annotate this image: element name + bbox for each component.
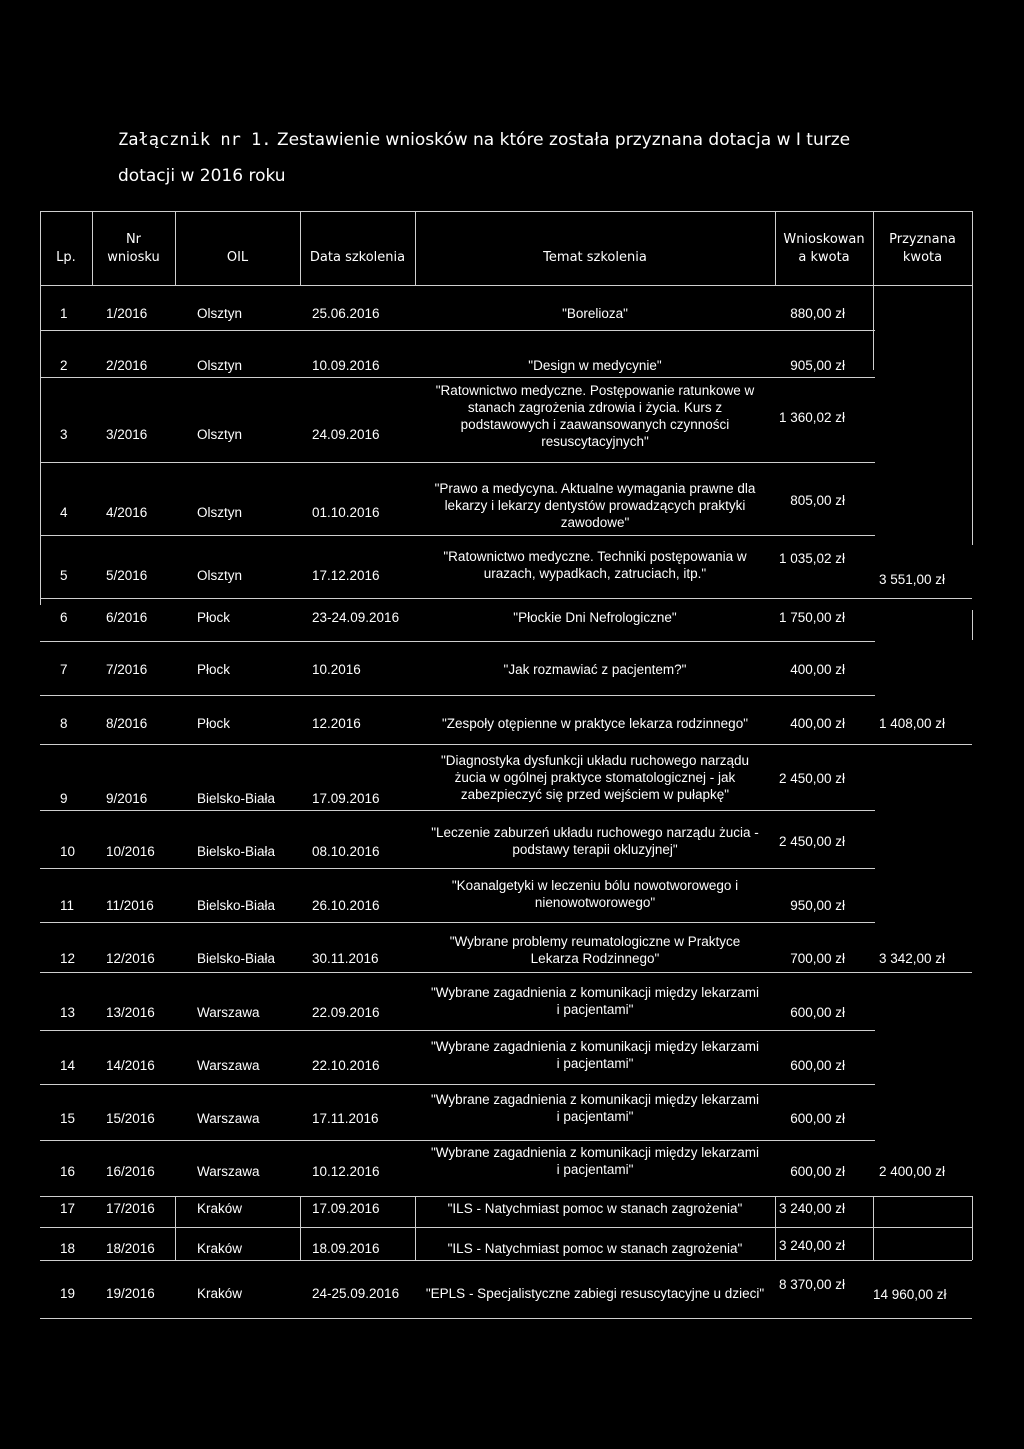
cell-date: 12.2016 <box>312 716 361 731</box>
cell-requested: 3 240,00 zł <box>778 1201 845 1216</box>
cell-nr: 13/2016 <box>106 1005 155 1020</box>
cell-oil: Warszawa <box>197 1164 260 1179</box>
header-top-rule <box>40 211 972 212</box>
cell-lp: 14 <box>60 1058 76 1073</box>
cell-requested: 600,00 zł <box>790 1111 845 1126</box>
header-bottom-rule <box>40 285 972 286</box>
cell-date: 17.11.2016 <box>312 1111 379 1126</box>
cell-lp: 1 <box>60 306 68 321</box>
cell-requested: 805,00 zł <box>790 493 845 508</box>
cell-requested: 600,00 zł <box>790 1164 845 1179</box>
row-rule <box>40 810 875 811</box>
row-rule <box>40 1318 972 1319</box>
header-requested-line2: a kwota <box>798 250 850 265</box>
header-column-rule <box>972 211 973 286</box>
cell-oil: Kraków <box>197 1241 243 1256</box>
granted-column-rule <box>873 1196 874 1260</box>
cell-date: 08.10.2016 <box>312 844 380 859</box>
cell-topic: "Zespoły otępienne w praktyce lekarza rodzinnego" <box>441 716 748 731</box>
cell-lp: 6 <box>60 610 68 625</box>
cell-date: 26.10.2016 <box>312 898 380 913</box>
cell-lp: 8 <box>60 716 68 731</box>
cell-topic: "Prawo a medycyna. Aktualne wymagania prawne dla lekarzy i lekarzy dentystów prowadzących praktyki zawodowe" <box>434 481 756 530</box>
title-line1: Zestawienie wniosków na które została przyznana dotacja w I turze <box>276 130 851 150</box>
cell-nr: 6/2016 <box>106 610 148 625</box>
cell-granted: 14 960,00 zł <box>873 1287 947 1302</box>
cell-lp: 13 <box>60 1005 76 1020</box>
cell-lp: 11 <box>60 898 75 913</box>
cell-lp: 7 <box>60 662 68 677</box>
cell-lp: 15 <box>60 1111 76 1126</box>
cell-requested: 600,00 zł <box>790 1005 845 1020</box>
cell-date: 17.09.2016 <box>312 791 380 806</box>
row-rule <box>40 377 875 378</box>
cell-topic: "Wybrane problemy reumatologiczne w Praktyce Lekarza Rodzinnego" <box>449 934 741 966</box>
cell-nr: 9/2016 <box>106 791 148 806</box>
cell-nr: 7/2016 <box>106 662 148 677</box>
cell-topic: "EPLS - Specjalistyczne zabiegi resuscytacyjne u dzieci" <box>425 1286 765 1301</box>
cell-date: 24.09.2016 <box>312 427 380 442</box>
cell-oil: Olsztyn <box>197 427 243 442</box>
cell-oil: Warszawa <box>197 1111 260 1126</box>
cell-granted: 1 408,00 zł <box>878 716 945 731</box>
cell-granted: 3 551,00 zł <box>878 572 945 587</box>
header-date: Data szkolenia <box>309 250 406 265</box>
row-rule <box>40 922 875 923</box>
row-rule <box>40 535 875 536</box>
cell-nr: 11/2016 <box>106 898 154 913</box>
cell-oil: Bielsko-Biała <box>197 898 276 913</box>
cell-nr: 15/2016 <box>106 1111 155 1126</box>
cell-nr: 4/2016 <box>106 505 148 520</box>
cell-requested: 8 370,00 zł <box>778 1277 845 1292</box>
cell-requested: 400,00 zł <box>790 662 845 677</box>
title-label: Załącznik nr 1. <box>118 130 272 150</box>
cell-nr: 1/2016 <box>106 306 148 321</box>
cell-topic: "Koanalgetyki w leczeniu bólu nowotworowego i nienowotworowego" <box>451 878 739 910</box>
row-rule <box>40 1227 972 1228</box>
cell-requested: 700,00 zł <box>790 951 845 966</box>
cell-requested: 600,00 zł <box>790 1058 845 1073</box>
cell-granted: 2 400,00 zł <box>878 1164 945 1179</box>
cell-date: 24-25.09.2016 <box>312 1286 400 1301</box>
document-title <box>118 122 878 194</box>
cell-requested: 950,00 zł <box>790 898 845 913</box>
cell-nr: 16/2016 <box>106 1164 155 1179</box>
header-topic: Temat szkolenia <box>543 250 647 265</box>
cell-lp: 12 <box>60 951 76 966</box>
cell-topic: "Leczenie zaburzeń układu ruchowego narządu żucia - podstawy terapii okluzyjnej" <box>431 825 759 857</box>
cell-date: 18.09.2016 <box>312 1241 380 1256</box>
row-rule <box>40 1140 875 1141</box>
cell-date: 10.2016 <box>312 662 361 677</box>
row-rule <box>40 972 972 973</box>
cell-oil: Olsztyn <box>197 306 243 321</box>
cell-oil: Warszawa <box>197 1058 260 1073</box>
row-rule <box>40 868 875 869</box>
cell-oil: Olsztyn <box>197 358 243 373</box>
right-rule <box>972 610 973 640</box>
cell-oil: Kraków <box>197 1286 243 1301</box>
cell-oil: Olsztyn <box>197 505 243 520</box>
cell-lp: 17 <box>60 1201 76 1216</box>
cell-requested: 1 750,00 zł <box>778 610 845 625</box>
right-rule <box>972 285 973 545</box>
row-rule <box>40 695 875 696</box>
cell-nr: 10/2016 <box>106 844 155 859</box>
row-rule <box>40 641 875 642</box>
cell-date: 30.11.2016 <box>312 951 379 966</box>
header-nr-line2: wniosku <box>107 250 160 265</box>
cell-lp: 4 <box>60 505 68 520</box>
cell-date: 10.12.2016 <box>312 1164 380 1179</box>
cell-date: 25.06.2016 <box>312 306 380 321</box>
cell-date: 01.10.2016 <box>312 505 380 520</box>
cell-requested: 2 450,00 zł <box>778 834 845 849</box>
cell-topic: "Design w medycynie" <box>528 358 662 373</box>
right-rule <box>972 1196 973 1260</box>
cell-topic: "Płockie Dni Nefrologiczne" <box>513 610 677 625</box>
cell-oil: Bielsko-Biała <box>197 844 276 859</box>
column-rule <box>175 1196 176 1260</box>
cell-topic: "ILS - Natychmiast pomoc w stanach zagrożenia" <box>447 1241 743 1256</box>
cell-nr: 5/2016 <box>106 568 148 583</box>
cell-oil: Bielsko-Biała <box>197 951 276 966</box>
cell-oil: Olsztyn <box>197 568 243 583</box>
cell-oil: Płock <box>197 610 231 625</box>
cell-requested: 880,00 zł <box>790 306 845 321</box>
cell-lp: 2 <box>60 358 68 373</box>
cell-lp: 5 <box>60 568 68 583</box>
row-rule <box>40 744 972 745</box>
row-rule <box>40 1030 875 1031</box>
cell-requested: 400,00 zł <box>790 716 845 731</box>
cell-granted: 3 342,00 zł <box>878 951 945 966</box>
cell-oil: Płock <box>197 662 231 677</box>
cell-date: 22.10.2016 <box>312 1058 380 1073</box>
cell-lp: 3 <box>60 427 68 442</box>
cell-nr: 12/2016 <box>106 951 155 966</box>
cell-date: 17.12.2016 <box>312 568 380 583</box>
cell-requested: 3 240,00 zł <box>778 1238 845 1253</box>
cell-nr: 8/2016 <box>106 716 148 731</box>
header-nr-line1: Nr <box>125 232 142 247</box>
cell-requested: 905,00 zł <box>790 358 845 373</box>
header-oil: OIL <box>226 250 249 265</box>
title-line2: dotacji w 2016 roku <box>118 166 286 186</box>
cell-lp: 10 <box>60 844 76 859</box>
header-requested-line1: Wnioskowan <box>783 232 865 247</box>
row-rule <box>40 1084 875 1085</box>
header-lp: Lp. <box>56 250 76 265</box>
row-rule <box>40 330 875 331</box>
cell-topic: "Jak rozmawiać z pacjentem?" <box>503 662 687 677</box>
cell-topic: "Ratownictwo medyczne. Postępowanie ratunkowe w stanach zagrożenia zdrowia i życia. Kurs z podstawowych i zaawansowanych czynności resuscytacyjnych" <box>435 383 755 449</box>
cell-oil: Warszawa <box>197 1005 260 1020</box>
cell-oil: Bielsko-Biała <box>197 791 276 806</box>
cell-requested: 2 450,00 zł <box>778 771 845 786</box>
cell-nr: 19/2016 <box>106 1286 155 1301</box>
column-rule <box>300 1196 301 1260</box>
cell-nr: 2/2016 <box>106 358 148 373</box>
cell-oil: Płock <box>197 716 231 731</box>
cell-topic: "Borelioza" <box>562 306 628 321</box>
cell-nr: 14/2016 <box>106 1058 155 1073</box>
cell-topic: "Wybrane zagadnienia z komunikacji między lekarzami i pacjentami" <box>430 1092 760 1124</box>
right-partial-rule <box>873 285 874 370</box>
cell-date: 17.09.2016 <box>312 1201 380 1216</box>
cell-nr: 3/2016 <box>106 427 148 442</box>
cell-date: 23-24.09.2016 <box>312 610 400 625</box>
cell-requested: 1 360,02 zł <box>778 410 845 425</box>
cell-nr: 17/2016 <box>106 1201 155 1216</box>
cell-topic: "Ratownictwo medyczne. Techniki postępowania w urazach, wypadkach, zatruciach, itp." <box>443 549 747 581</box>
header-granted-line2: kwota <box>902 250 943 265</box>
cell-date: 10.09.2016 <box>312 358 380 373</box>
cell-requested: 1 035,02 zł <box>778 551 845 566</box>
cell-lp: 18 <box>60 1241 76 1256</box>
row-rule <box>40 598 972 599</box>
cell-topic: "Wybrane zagadnienia z komunikacji między lekarzami i pacjentami" <box>430 1039 760 1071</box>
row-rule <box>40 462 875 463</box>
header-granted-line1: Przyznana <box>889 232 956 247</box>
cell-nr: 18/2016 <box>106 1241 155 1256</box>
cell-topic: "Wybrane zagadnienia z komunikacji między lekarzami i pacjentami" <box>430 1145 760 1177</box>
cell-lp: 16 <box>60 1164 76 1179</box>
cell-topic: "Wybrane zagadnienia z komunikacji między lekarzami i pacjentami" <box>430 985 760 1017</box>
cell-lp: 9 <box>60 791 68 806</box>
cell-lp: 19 <box>60 1286 76 1301</box>
cell-topic: "Diagnostyka dysfunkcji układu ruchowego narządu żucia w ogólnej praktyce stomatologicznej - jak zabezpieczyć się przed wejściem w pułapkę" <box>441 753 749 802</box>
cell-topic: "ILS - Natychmiast pomoc w stanach zagrożenia" <box>447 1201 743 1216</box>
cell-date: 22.09.2016 <box>312 1005 380 1020</box>
row-rule <box>40 1196 972 1197</box>
cell-oil: Kraków <box>197 1201 243 1216</box>
left-rule <box>40 285 41 605</box>
row-rule <box>40 1260 972 1261</box>
